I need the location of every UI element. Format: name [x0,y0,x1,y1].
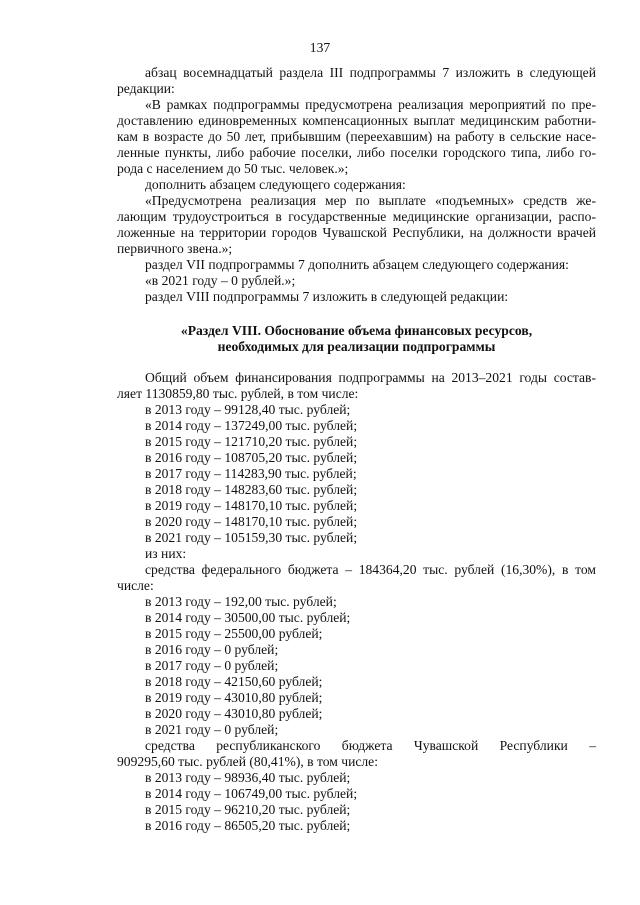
text-line: Общий объем финансирования подпрограммы на 2013–2021 годы состав- [145,370,596,385]
text-line: в 2018 году – 148283,60 тыс. рублей; [145,482,358,497]
text-line: в 2014 году – 137249,00 тыс. рублей; [145,418,358,433]
text-line: раздел VIII подпрограммы 7 изложить в следующей редакции: [145,289,509,304]
text-line: в 2018 году – 42150,60 рублей; [145,674,323,689]
text-line: в 2013 году – 192,00 тыс. рублей; [145,594,337,609]
text-line: «В рамках подпрограммы предусмотрена реализация мероприятий по пре- [145,97,596,112]
text-line: средства республиканского бюджета Чувашской Республики – [145,738,596,753]
text-line: в 2020 году – 148170,10 тыс. рублей; [145,514,358,529]
text-line: в 2016 году – 86505,20 тыс. рублей; [145,818,351,833]
text-line: в 2015 году – 25500,00 рублей; [145,626,323,641]
text-line: лающим трудоустроиться в государственные медицинские организации, распо- [117,209,596,224]
text-line: абзац восемнадцатый раздела III подпрограммы 7 изложить в следующей [145,65,596,80]
text-line: ленные пункты, либо рабочие поселки, либо поселки городского типа, либо го- [117,145,596,160]
text-line: в 2014 году – 106749,00 тыс. рублей; [145,786,358,801]
text-line: в 2017 году – 114283,90 тыс. рублей; [145,466,357,481]
text-line: «Предусмотрена реализация мер по выплате «подъемных» средств же- [145,193,596,208]
text-line: в 2015 году – 121710,20 тыс. рублей; [145,434,358,449]
text-line: раздел VII подпрограммы 7 дополнить абзацем следующего содержания: [145,257,569,272]
text-line: ляет 1130859,80 тыс. рублей, в том числе: [117,386,359,401]
text-line: в 2019 году – 43010,80 рублей; [145,690,323,705]
text-line: из них: [145,546,187,561]
text-line: в 2020 году – 43010,80 рублей; [145,706,323,721]
text-line: редакции: [117,81,175,96]
text-line: первичного звена.»; [117,241,233,256]
text-line: в 2016 году – 108705,20 тыс. рублей; [145,450,358,465]
text-line: в 2013 году – 98936,40 тыс. рублей; [145,770,351,785]
text-line: доставлению единовременных компенсационных выплат медицинским работни- [117,113,596,128]
text-line: дополнить абзацем следующего содержания: [145,177,406,192]
section-heading-line: «Раздел VIII. Обоснование объема финансовых ресурсов, [180,323,533,338]
text-line: в 2021 году – 105159,30 тыс. рублей; [145,530,358,545]
text-line: в 2019 году – 148170,10 тыс. рублей; [145,498,358,513]
text-line: в 2017 году – 0 рублей; [145,658,279,673]
text-line: ложенные на территории городов Чувашской Республики, на должности врачей [117,225,596,240]
text-line: кам в возрасте до 50 лет, прибывшим (переехавшим) на работу в сельские насе- [117,129,596,144]
text-line: средства федерального бюджета – 184364,20 тыс. рублей (16,30%), в том [145,562,596,577]
page-number: 137 [309,40,331,55]
text-line: в 2015 году – 96210,20 тыс. рублей; [145,802,351,817]
text-line: числе: [117,578,154,593]
text-line: 909295,60 тыс. рублей (80,41%), в том числе: [117,754,378,769]
text-line: «в 2021 году – 0 рублей.»; [145,273,296,288]
section-heading-line: необходимых для реализации подпрограммы [217,339,496,354]
text-line: в 2016 году – 0 рублей; [145,642,279,657]
text-line: в 2014 году – 30500,00 тыс. рублей; [145,610,351,625]
text-line: в 2021 году – 0 рублей; [145,722,279,737]
text-line: в 2013 году – 99128,40 тыс. рублей; [145,402,351,417]
text-line: рода с населением до 50 тыс. человек.»; [117,161,349,176]
